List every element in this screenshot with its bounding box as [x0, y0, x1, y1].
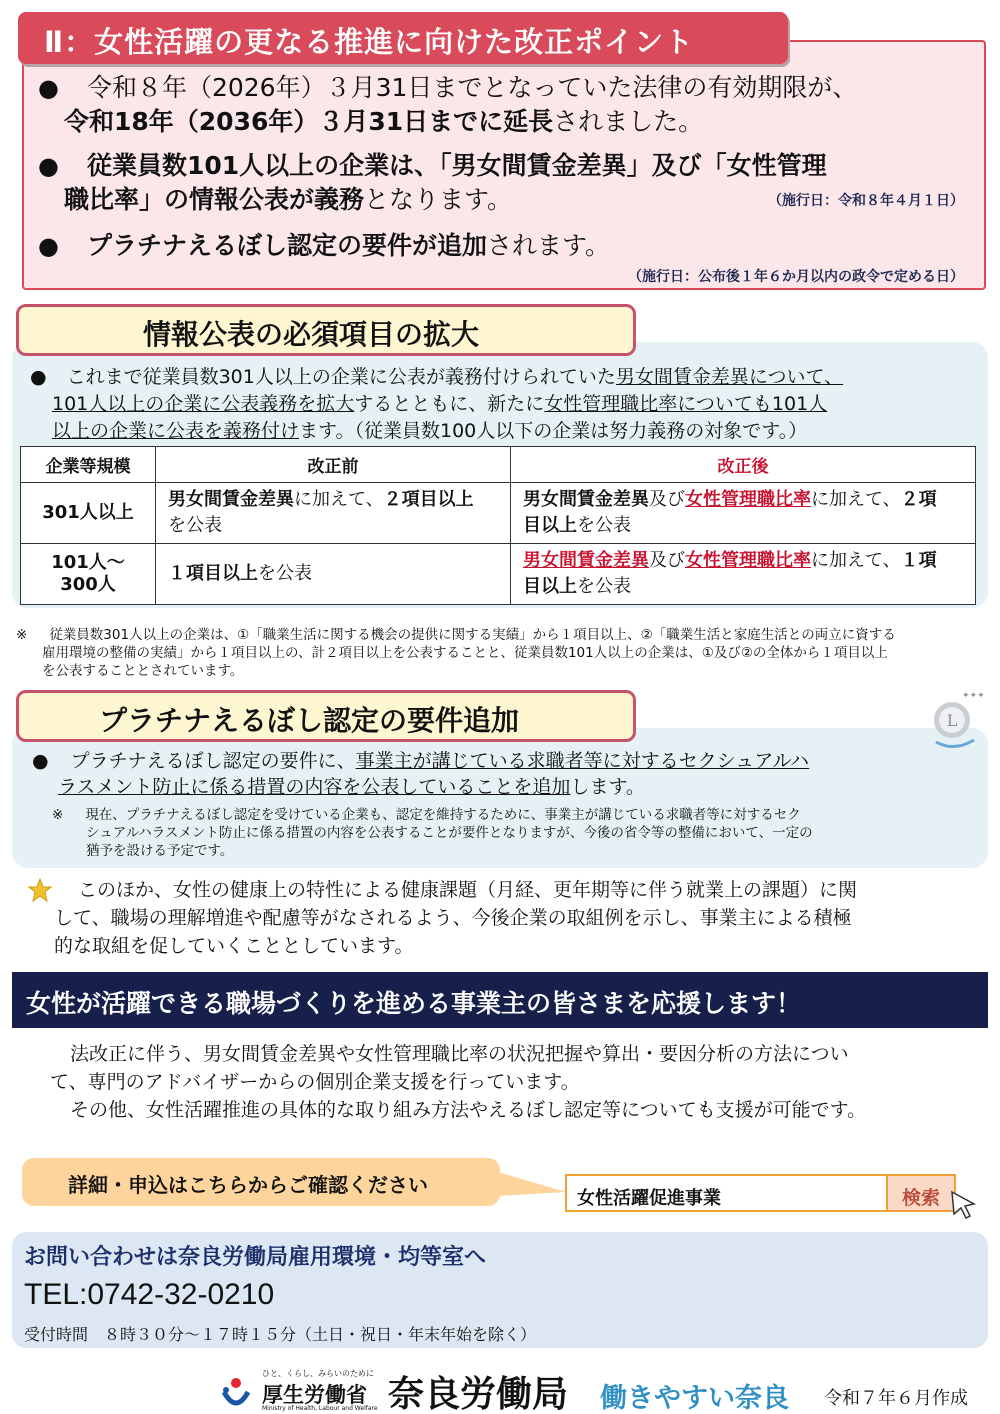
platinum-header: プラチナえるぼし認定の要件追加 [16, 690, 636, 742]
slogan: 働きやすい奈良 [600, 1383, 789, 1414]
point-1-line2: 令和18年（2036年）３月31日までに延長されました。 [64, 107, 704, 136]
support-text: 法改正に伴う、男女間賃金差異や女性管理職比率の状況把握や算出・要因分析の方法につい て、専門のアドバイザーからの個別企業支援を行っています。 その他、女性活躍推進の具体的な取り組み方法やえるぼし認定等についても支援が可能です。 [50, 1043, 867, 1121]
svg-text:✦✦✦: ✦✦✦ [962, 691, 985, 701]
point-2-line2: 職比率」の情報公表が義務となります。 [64, 185, 513, 214]
mhlw-name: 厚生労働省 [262, 1383, 367, 1407]
col-after: 改正後 [511, 447, 976, 483]
mhlw-logo-icon [218, 1374, 254, 1410]
created-date: 令和７年６月作成 [824, 1388, 968, 1409]
info-header: 情報公表の必須項目の拡大 [16, 304, 636, 356]
comparison-table [20, 446, 976, 605]
info-text: ● これまで従業員数301人以上の企業に公表が義務付けられていた男女間賃金差異について、 101人以上の企業に公表義務を拡大するとともに、新たに女性管理職比率についても101人 以上の企業に公表を義務付けます。（従業員数100人以下の企業は努力義務の対象です。） [30, 366, 844, 442]
star-icon [28, 878, 52, 902]
contact-tel: TEL:0742-32-0210 [24, 1278, 275, 1311]
cursor-icon [948, 1188, 982, 1226]
col-scale: 企業等規模 [21, 447, 156, 483]
effective-date-2: （施行日：公布後１年６か月以内の政令で定める日） [628, 269, 964, 285]
platinum-eruboshi-badge-icon [924, 690, 986, 752]
support-banner: 女性が活躍できる職場づくりを進める事業主の皆さまを応援します！ [12, 972, 988, 1028]
contact-hours: 受付時間 ８時３０分～１７時１５分（土日・祝日・年末年始を除く） [24, 1325, 537, 1344]
point-3: ● プラチナえるぼし認定の要件が追加されます。 [38, 231, 610, 260]
search-input[interactable]: 女性活躍促進事業 [565, 1174, 887, 1212]
table-row: 301人以上 男女間賃金差異に加えて、２項目以上 を公表 男女間賃金差異及び女性管理職比率に加えて、２項 目以上を公表 [21, 483, 976, 544]
mhlw-english: Ministry of Health, Labour and Welfare [262, 1405, 378, 1412]
mhlw-tagline: ひと、くらし、みらいのために [262, 1369, 374, 1378]
platinum-text: ● プラチナえるぼし認定の要件に、事業主が講じている求職者等に対するセクシュアルハ ラスメント防止に係る措置の内容を公表していることを追加します。 [32, 750, 810, 798]
section-title: Ⅱ：女性活躍の更なる推進に向けた改正ポイント [18, 12, 788, 64]
effective-date-1: （施行日：令和８年４月１日） [768, 193, 964, 209]
bureau-name: 奈良労働局 [388, 1374, 569, 1414]
callout-arrow [498, 1170, 566, 1204]
search-callout: 詳細・申込はこちらからご確認ください [22, 1158, 500, 1206]
point-1: ● 令和８年（2026年）３月31日までとなっていた法律の有効期限が、 [38, 73, 858, 102]
search-button[interactable]: 検索 [886, 1174, 956, 1212]
svg-text:L: L [946, 711, 958, 730]
info-note: ※ 従業員数301人以上の企業は、①「職業生活に関する機会の提供に関する実績」から１項目以上、②「職業生活と家庭生活との両立に資する 雇用環境の整備の実績」から１項目以上の、計２項目以上を公表することと、従業員数101人以上の企業は、①及び②の全体から１項目以上 を公表することとされています。 [16, 627, 896, 679]
col-before: 改正前 [156, 447, 511, 483]
table-row: 101人～ 300人 １項目以上を公表 男女間賃金差異及び女性管理職比率に加えて、１項 目以上を公表 [21, 544, 976, 605]
platinum-note: ※ 現在、プラチナえるぼし認定を受けている企業も、認定を維持するために、事業主が講じている求職者等に対するセク シュアルハラスメント防止に係る措置の内容を公表することが要件となりますが、今後の省令等の整備において、一定の 猶予を設ける予定です。 [52, 807, 813, 859]
contact-title: お問い合わせは奈良労働局雇用環境・均等室へ [24, 1245, 487, 1270]
point-2: ● 従業員数101人以上の企業は、「男女間賃金差異」及び「女性管理 [38, 151, 827, 180]
health-text: このほか、女性の健康上の特性による健康課題（月経、更年期等に伴う就業上の課題）に関 して、職場の理解増進や配慮等がなされるよう、今後企業の取組例を示し、事業主による積極 的な取組を促していくこととしています。 [54, 879, 858, 957]
